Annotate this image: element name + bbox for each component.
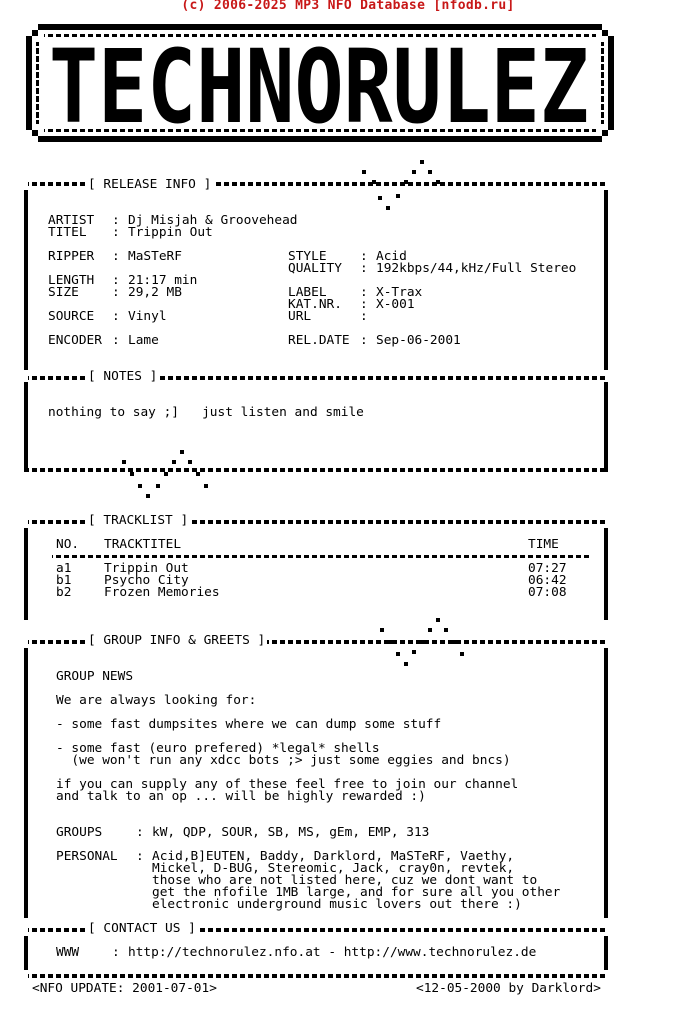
track-time: 07:08 xyxy=(528,585,567,600)
label-value: X-Trax xyxy=(376,285,423,300)
colon: : xyxy=(112,945,120,960)
quality-value: 192kbps/44,kHz/Full Stereo xyxy=(376,261,577,276)
section-contact: [ CONTACT US ] xyxy=(88,921,196,936)
track-title: Trippin Out xyxy=(104,561,189,576)
colon: : xyxy=(360,285,368,300)
source-value: Vinyl xyxy=(128,309,167,324)
ripper-value: MaSTeRF xyxy=(128,249,182,264)
track-no: a1 xyxy=(56,561,72,576)
colon: : xyxy=(136,825,144,840)
katnr-label: KAT.NR. xyxy=(288,297,342,312)
logo-text: TECHNORULEZ xyxy=(49,28,589,147)
titel-value: Trippin Out xyxy=(128,225,213,240)
style-label: STYLE xyxy=(288,249,327,264)
personal-line-2: Mickel, D-BUG, Stereomic, Jack, cray0n, revtek, xyxy=(152,861,515,876)
personal-label: PERSONAL xyxy=(56,849,118,864)
technorulez-logo xyxy=(26,24,613,147)
katnr-value: X-001 xyxy=(376,297,415,312)
footer-credit: <12-05-2000 by Darklord> xyxy=(416,981,601,996)
reldate-value: Sep-06-2001 xyxy=(376,333,461,348)
reldate-label: REL.DATE xyxy=(288,333,350,348)
www-links[interactable]: http://technorulez.nfo.at - http://www.technorulez.de xyxy=(128,945,537,960)
track-title: Psycho City xyxy=(104,573,189,588)
personal-line-5: electronic underground music lovers out there :) xyxy=(152,897,522,912)
wanted-item-2: - some fast (euro prefered) *legal* shells xyxy=(56,741,380,756)
section-notes: [ NOTES ] xyxy=(88,369,158,384)
col-time-header: TIME xyxy=(528,537,559,552)
size-value: 29,2 MB xyxy=(128,285,182,300)
colon: : xyxy=(112,273,120,288)
supply-text-cont: and talk to an op ... will be highly rewarded :) xyxy=(56,789,426,804)
track-title: Frozen Memories xyxy=(104,585,220,600)
section-release-info: [ RELEASE INFO ] xyxy=(88,177,212,192)
col-no-header: NO. xyxy=(56,537,80,552)
track-no: b1 xyxy=(56,573,72,588)
groups-value: kW, QDP, SOUR, SB, MS, gEm, EMP, 313 xyxy=(152,825,430,840)
colon: : xyxy=(136,849,144,864)
ripper-label: RIPPER xyxy=(48,249,95,264)
colon: : xyxy=(112,285,120,300)
zigzag-mid xyxy=(122,450,208,498)
encoder-label: ENCODER xyxy=(48,333,102,348)
colon: : xyxy=(360,297,368,312)
nfodb-credit: (c) 2006-2025 MP3 NFO Database [nfodb.ru] xyxy=(181,0,515,13)
size-label: SIZE xyxy=(48,285,79,300)
track-time: 06:42 xyxy=(528,573,567,588)
personal-line-4: get the nfofile 1MB large, and for sure all you other xyxy=(152,885,561,900)
colon: : xyxy=(360,261,368,276)
colon: : xyxy=(112,225,120,240)
colon: : xyxy=(112,249,120,264)
encoder-value: Lame xyxy=(128,333,159,348)
www-label: WWW xyxy=(56,945,80,960)
wanted-item-1: - some fast dumpsites where we can dump some stuff xyxy=(56,717,442,732)
looking-text: We are always looking for: xyxy=(56,693,257,708)
section-group-info: [ GROUP INFO & GREETS ] xyxy=(88,633,266,648)
quality-label: QUALITY xyxy=(288,261,342,276)
notes-text: nothing to say ;] just listen and smile xyxy=(48,405,364,420)
style-value: Acid xyxy=(376,249,407,264)
track-time: 07:27 xyxy=(528,561,567,576)
personal-line-3: those who are not listed here, cuz we dont want to xyxy=(152,873,538,888)
supply-text: if you can supply any of these feel free to join our channel xyxy=(56,777,519,792)
colon: : xyxy=(360,249,368,264)
source-label: SOURCE xyxy=(48,309,95,324)
label-label: LABEL xyxy=(288,285,327,300)
col-title-header: TRACKTITEL xyxy=(104,537,182,552)
track-no: b2 xyxy=(56,585,72,600)
colon: : xyxy=(360,309,368,324)
colon: : xyxy=(112,213,120,228)
artist-value: Dj Misjah & Groovehead xyxy=(128,213,298,228)
colon: : xyxy=(360,333,368,348)
colon: : xyxy=(112,309,120,324)
wanted-item-2-cont: (we won't run any xdcc bots ;> just some eggies and bncs) xyxy=(56,753,511,768)
length-label: LENGTH xyxy=(48,273,95,288)
group-news-title: GROUP NEWS xyxy=(56,669,134,684)
titel-label: TITEL xyxy=(48,225,87,240)
section-tracklist: [ TRACKLIST ] xyxy=(88,513,189,528)
artist-label: ARTIST xyxy=(48,213,95,228)
url-label: URL xyxy=(288,309,312,324)
colon: : xyxy=(112,333,120,348)
personal-line-1: Acid,B]EUTEN, Baddy, Darklord, MaSTeRF, Vaethy, xyxy=(152,849,515,864)
length-value: 21:17 min xyxy=(128,273,198,288)
groups-label: GROUPS xyxy=(56,825,103,840)
footer-nfo-update: <NFO UPDATE: 2001-07-01> xyxy=(32,981,217,996)
